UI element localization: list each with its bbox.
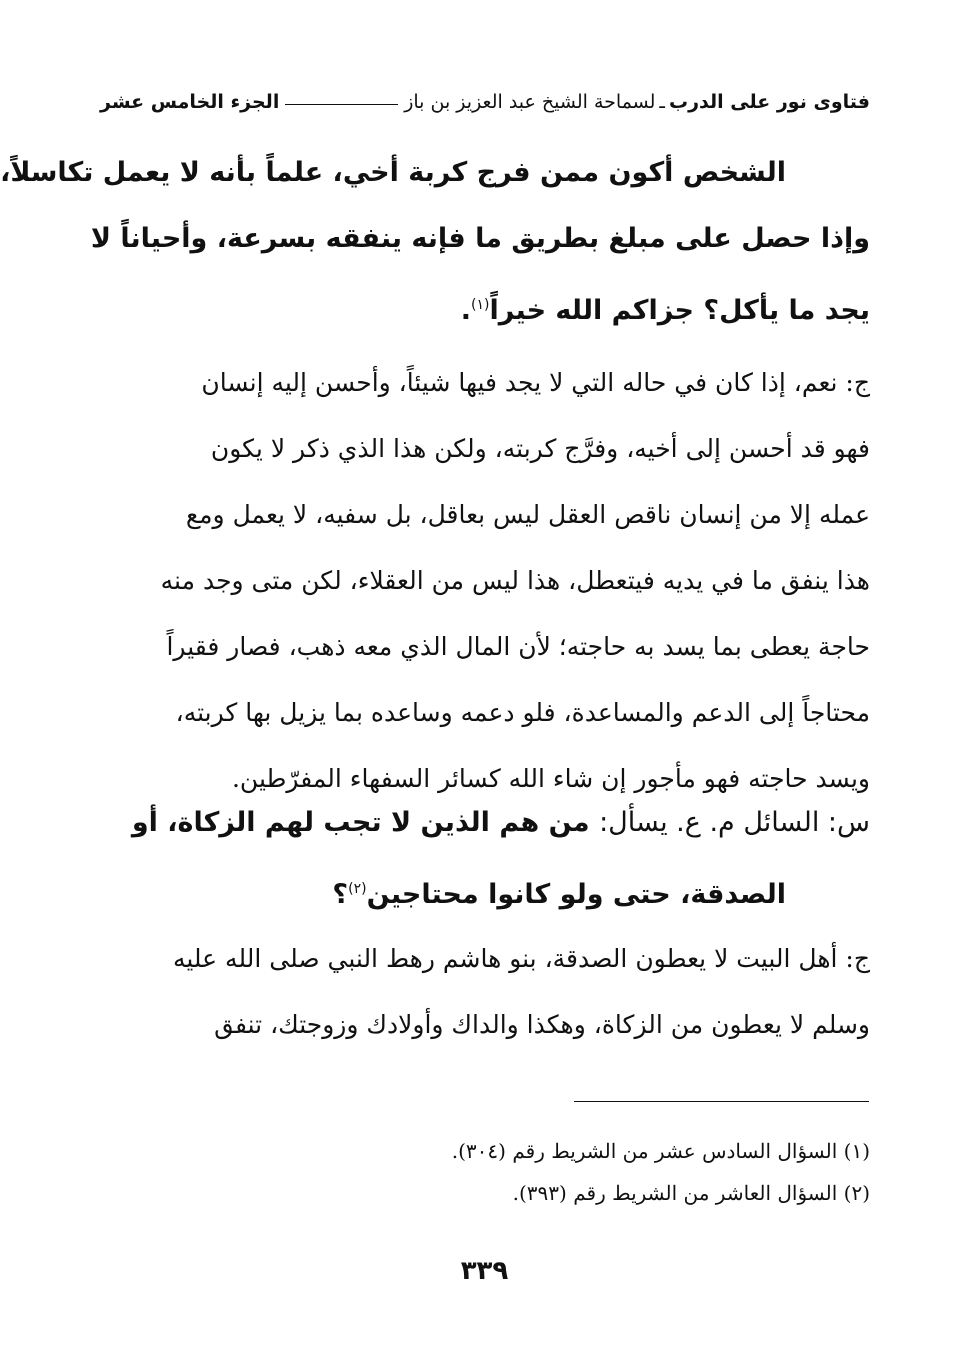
answer-2-line: وسلم لا يعطون من الزكاة، وهكذا والداك وأولادك وزوجتك، تنفق — [214, 1010, 870, 1039]
book-title: فتاوى نور على الدرب — [669, 91, 870, 113]
question-2-end: ؟ — [332, 879, 349, 910]
answer-1-line: حاجة يعطى بما يسد به حاجته؛ لأن المال الذي معه ذهب، فصار فقيراً — [166, 632, 870, 661]
header-rule — [285, 104, 398, 105]
answer-1-line: ويسد حاجته فهو مأجور إن شاء الله كسائر السفهاء المفرّطين. — [231, 764, 870, 793]
question-2-line-last — [100, 856, 870, 922]
question-2-text: من هم الذين لا تجب لهم الزكاة، أو — [131, 807, 590, 838]
question-2-prefix: س: السائل م. ع. يسأل: — [599, 807, 870, 838]
author-name: لسماحة الشيخ عبد العزيز بن باز — [404, 91, 656, 113]
footnote-2: (٢) السؤال العاشر من الشريط رقم (٣٩٣). — [512, 1181, 870, 1205]
question-2-text: الصدقة، حتى ولو كانوا محتاجين — [366, 879, 786, 910]
volume-label: الجزء الخامس عشر — [100, 91, 280, 113]
question-1-text: يجد ما يأكل؟ جزاكم الله خيراً — [489, 295, 870, 326]
footnote-divider — [574, 1101, 869, 1102]
footnote-ref-2: (٢) — [348, 881, 367, 897]
answer-1-line: محتاجاً إلى الدعم والمساعدة، فلو دعمه وساعده بما يزيل بها كربته، — [175, 698, 870, 727]
page-number: ٣٣٩ — [460, 1256, 509, 1286]
answer-1-line: ج: نعم، إذا كان في حاله التي لا يجد فيها شيئاً، وأحسن إليه إنسان — [201, 368, 870, 397]
answer-1 — [100, 350, 870, 812]
answer-2 — [100, 926, 870, 1058]
question-1-end: . — [460, 295, 472, 326]
question-1-line: وإذا حصل على مبلغ بطريق ما فإنه ينفقه بسرعة، وأحياناً لا — [90, 223, 870, 254]
question-2-line — [100, 790, 870, 856]
answer-2-line: ج: أهل البيت لا يعطون الصدقة، بنو هاشم رهط النبي صلى الله عليه — [172, 944, 870, 973]
answer-1-line: فهو قد أحسن إلى أخيه، وفرَّج كربته، ولكن هذا الذي ذكر لا يكون — [210, 434, 870, 463]
footnote-1: (١) السؤال السادس عشر من الشريط رقم (٣٠٤). — [451, 1139, 870, 1163]
header-separator: ـ — [659, 91, 665, 113]
question-2 — [100, 790, 870, 922]
footnotes — [100, 1130, 870, 1214]
answer-1-line: عمله إلا من إنسان ناقص العقل ليس بعاقل، بل سفيه، لا يعمل ومع — [185, 500, 870, 529]
question-1-line: الشخص أكون ممن فرج كربة أخي، علماً بأنه لا يعمل تكاسلاً، — [0, 157, 786, 188]
question-1 — [0, 140, 870, 338]
question-1-line-last — [100, 272, 870, 338]
answer-1-line: هذا ينفق ما في يديه فيتعطل، هذا ليس من العقلاء، لكن متى وجد منه — [160, 566, 870, 595]
running-header — [100, 84, 870, 120]
footnote-ref-1: (١) — [471, 297, 490, 313]
